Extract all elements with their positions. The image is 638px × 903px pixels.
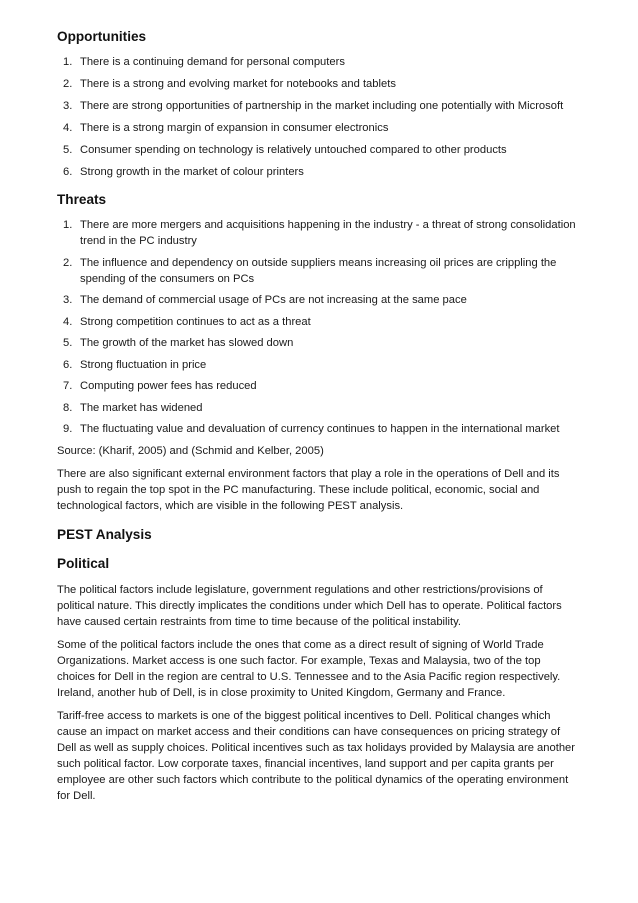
list-item xyxy=(57,164,580,180)
list-item xyxy=(57,314,580,330)
list-item xyxy=(57,98,580,114)
political-paragraph: Tariff-free access to markets is one of the biggest political incentives to Dell. Political changes which cause an impact on market access and their conditions can have consequences on pricing strategy of Dell as well as supply choices. Political incentives such as tax holidays provided by Malaysia are another such political factor. Low corporate taxes, financial incentives, land support and per capita grants per employee are other such factors which contribute to the political dynamics of the operating environment for Dell. xyxy=(57,710,575,802)
list-text: There are strong opportunities of partnership in the market including one potentially with Microsoft xyxy=(80,100,564,112)
list-text: The demand of commercial usage of PCs are not increasing at the same pace xyxy=(80,294,467,306)
list-item xyxy=(57,120,580,136)
source-citation: Source: (Kharif, 2005) and (Schmid and Kelber, 2005) xyxy=(57,445,324,457)
list-item xyxy=(57,292,580,308)
list-number: 1. xyxy=(63,219,73,231)
list-text: There is a continuing demand for personal computers xyxy=(80,56,345,68)
list-text: Consumer spending on technology is relatively untouched compared to other products xyxy=(80,144,507,156)
list-text: Strong competition continues to act as a threat xyxy=(80,315,311,328)
list-number: 3. xyxy=(63,100,73,112)
list-number: 4. xyxy=(63,122,73,134)
list-number: 4. xyxy=(63,315,73,328)
threats-list xyxy=(57,217,580,437)
political-paragraph: The political factors include legislature, government regulations and other restrictions/provisions of political nature. This directly implicates the conditions under which Dell has to operate. Political factors have caused certain restraints from time to time because of the political instability. xyxy=(57,584,562,628)
external-factors-paragraph: There are also significant external environment factors that play a role in the operations of Dell and its push to regain the top spot in the PC manufacturing. These include political, economic, social and technological factors, which are visible in the following PEST analysis. xyxy=(57,468,560,512)
list-number: 5. xyxy=(63,337,73,349)
list-number: 8. xyxy=(63,401,73,414)
list-text: Strong growth in the market of colour printers xyxy=(80,166,304,178)
list-text: There is a strong and evolving market for notebooks and tablets xyxy=(80,78,396,90)
list-text: The fluctuating value and devaluation of currency continues to happen in the international market xyxy=(80,423,560,435)
list-item xyxy=(57,255,580,287)
list-item xyxy=(57,400,580,416)
list-text: Strong fluctuation in price xyxy=(80,358,207,371)
list-number: 1. xyxy=(63,56,73,68)
list-number: 9. xyxy=(63,423,73,435)
list-text: There is a strong margin of expansion in consumer electronics xyxy=(80,122,389,134)
list-number: 6. xyxy=(63,358,73,371)
list-item xyxy=(57,378,580,394)
list-item xyxy=(57,217,580,249)
pest-analysis-heading: PEST Analysis xyxy=(57,527,152,542)
opportunities-list xyxy=(57,54,580,180)
list-text: The influence and dependency on outside suppliers means increasing oil prices are crippling the spending of the consumers on PCs xyxy=(80,256,557,285)
list-number: 7. xyxy=(63,380,73,392)
list-item xyxy=(57,421,580,437)
list-number: 2. xyxy=(63,78,73,90)
list-number: 2. xyxy=(63,256,73,269)
list-item xyxy=(57,54,580,70)
list-text: There are more mergers and acquisitions happening in the industry - a threat of strong consolidation trend in the PC industry xyxy=(80,219,576,247)
list-item xyxy=(57,76,580,92)
list-number: 5. xyxy=(63,144,73,156)
list-number: 6. xyxy=(63,166,73,178)
list-item xyxy=(57,335,580,351)
list-number: 3. xyxy=(63,294,73,306)
political-heading: Political xyxy=(57,556,110,571)
opportunities-heading: Opportunities xyxy=(57,29,147,44)
list-item xyxy=(57,142,580,158)
list-item xyxy=(57,357,580,373)
list-text: The market has widened xyxy=(80,401,203,414)
political-paragraph: Some of the political factors include the ones that come as a direct result of signing of World Trade Organizations. Market access is one such factor. For example, Texas and Malaysia, two of the top choices for Dell in the region are central to U.S. Tennessee and to the Asia Pacific region respectively. Ireland, another hub of Dell, is in close proximity to United Kingdom, Germany and France. xyxy=(57,639,561,699)
list-text: The growth of the market has slowed down xyxy=(80,337,294,349)
threats-heading: Threats xyxy=(57,192,107,207)
list-text: Computing power fees has reduced xyxy=(80,380,257,392)
